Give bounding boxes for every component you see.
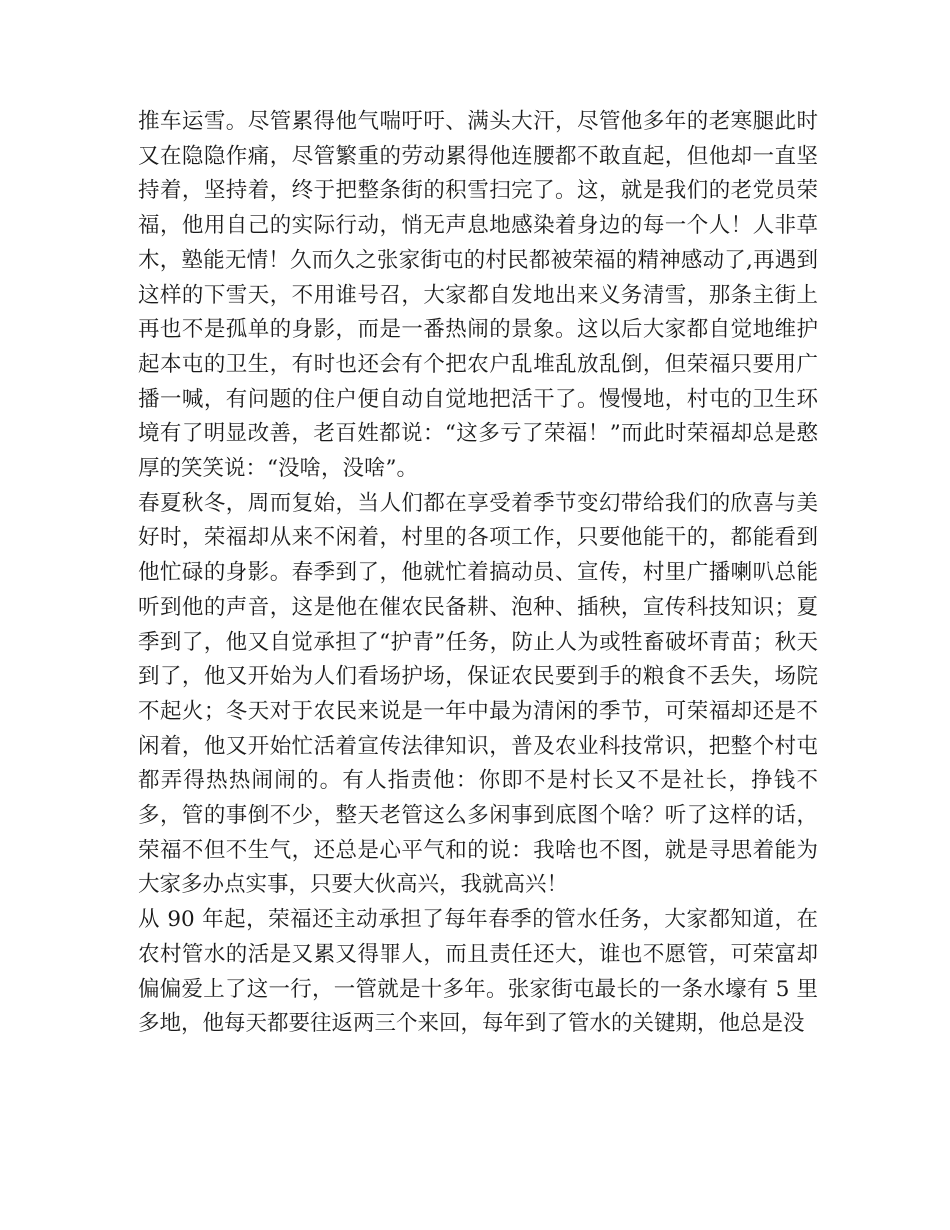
paragraph-water-management: 从 90 年起，荣福还主动承担了每年春季的管水任务，大家都知道，在农村管水的活是又累又得罪人，而且责任还大，谁也不愿管，可荣富却偏偏爱上了这一行，一管就是十多年。张家街屯最长的一条水壕有 5 里多地，他每天都要往返两三个来回，每年到了管水的关键期，他总是没	[138, 907, 818, 1037]
document-body	[138, 105, 818, 1042]
paragraph-snow-clearing: 推车运雪。尽管累得他气喘吁吁、满头大汗，尽管他多年的老寒腿此时又在隐隐作痛，尽管繁重的劳动累得他连腰都不敢直起，但他却一直坚持着，坚持着，终于把整条街的积雪扫完了。这，就是我们的老党员荣福，他用自己的实际行动，悄无声息地感染着身边的每一个人！人非草木，塾能无情！久而久之张家街屯的村民都被荣福的精神感动了,再遇到这样的下雪天，不用谁号召，大家都自发地出来义务清雪，那条主街上再也不是孤单的身影，而是一番热闹的景象。这以后大家都自觉地维护起本屯的卫生，有时也还会有个把农户乱堆乱放乱倒，但荣福只要用广播一喊，有问题的住户便自动自觉地把活干了。慢慢地，村屯的卫生环境有了明显改善，老百姓都说：“这多亏了荣福！”而此时荣福却总是憨厚的笑笑说：“没啥，没啥”。	[138, 109, 818, 482]
paragraph-four-seasons: 春夏秋冬，周而复始，当人们都在享受着季节变幻带给我们的欣喜与美好时，荣福却从来不闲着，村里的各项工作，只要他能干的，都能看到他忙碌的身影。春季到了，他就忙着搞动员、宣传，村里广播喇叭总能听到他的声音，这是他在催农民备耕、泡种、插秧，宣传科技知识；夏季到了，他又自觉承担了“护青”任务，防止人为或牲畜破坏青苗；秋天到了，他又开始为人们看场护场，保证农民要到手的粮食不丢失，场院不起火；冬天对于农民来说是一年中最为清闲的季节，可荣福却还是不闲着，他又开始忙活着宣传法律知识，普及农业科技常识，把整个村屯都弄得热热闹闹的。有人指责他：你即不是村长又不是社长，挣钱不多，管的事倒不少，整天老管这么多闲事到底图个啥？听了这样的话，荣福不但不生气，还总是心平气和的说：我啥也不图，就是寻思着能为大家多办点实事，只要大伙高兴，我就高兴！	[138, 490, 818, 898]
